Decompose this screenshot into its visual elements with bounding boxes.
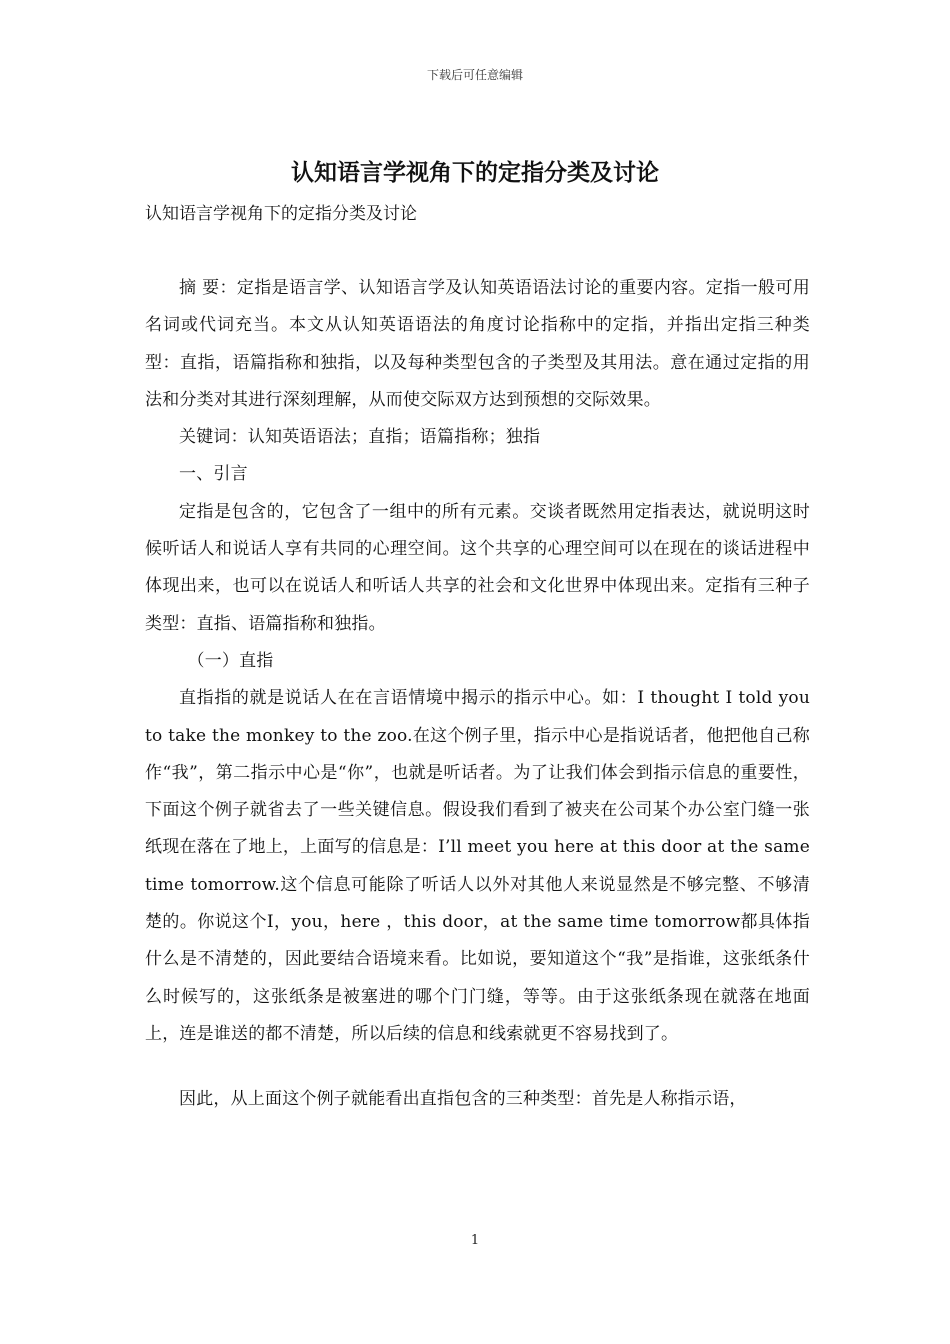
abstract-paragraph: 摘 要：定指是语言学、认知语言学及认知英语语法讨论的重要内容。定指一般可用名词或代词充当。本文从认知英语语法的角度讨论指称中的定指，并指出定指三种类型：直指，语篇指称和独指，以及每种类型包含的子类型及其用法。意在通过定指的用法和分类对其进行深刻理解，从而使交际双方达到预想的交际效果。 [145, 278, 810, 410]
introduction-paragraph: 定指是包含的，它包含了一组中的所有元素。交谈者既然用定指表达，就说明这时候听话人和说话人享有共同的心理空间。这个共享的心理空间可以在现在的谈话进程中体现出来，也可以在说话人和听话人共享的社会和文化世界中体现出来。定指有三种子类型：直指、语篇指称和独指。 [145, 501, 810, 634]
document-title: 认知语言学视角下的定指分类及讨论 [291, 159, 659, 186]
page-number: 1 [470, 1233, 480, 1248]
keywords-paragraph: 关键词：认知英语语法；直指；语篇指称；独指 [179, 427, 541, 448]
page-header: 下载后可任意编辑 [426, 68, 523, 82]
conclusion-paragraph: 因此，从上面这个例子就能看出直指包含的三种类型：首先是人称指示语， [179, 1089, 747, 1110]
document-subtitle: 认知语言学视角下的定指分类及讨论 [145, 204, 417, 224]
subsection-heading-deixis: （一）直指 [187, 650, 274, 671]
deixis-paragraph: 直指指的就是说话人在在言语情境中揭示的指示中心。如：I thought I told you to take the monkey to the zoo.在这个例子里，指示中心是指说话者，他把他自己称作“我”，第二指示中心是“你”，也就是听话者。为了让我们体会到指示信息的重要性，下面这个例子就省去了一些关键信息。假设我们看到了被夹在公司某个办公室门缝一张纸现在落在了地上，上面写的信息是：I’ll meet you here at this door at the same time tomorrow.这个信息可能除了听话人以外对其他人来说显然是不够完整、不够清楚的。你说这个I，you，here ，this door，at the same time tomorrow都具体指什么是不清楚的，因此要结合语境来看。比如说，要知道这个“我”是指谁，这张纸条什么时候写的，这张纸条是被塞进的哪个门门缝，等等。由于这张纸条现在就落在地面上，连是谁送的都不清楚，所以后续的信息和线索就更不容易找到了。 [145, 688, 810, 1044]
document-body [145, 270, 810, 1119]
section-heading-introduction: 一、引言 [179, 464, 248, 485]
